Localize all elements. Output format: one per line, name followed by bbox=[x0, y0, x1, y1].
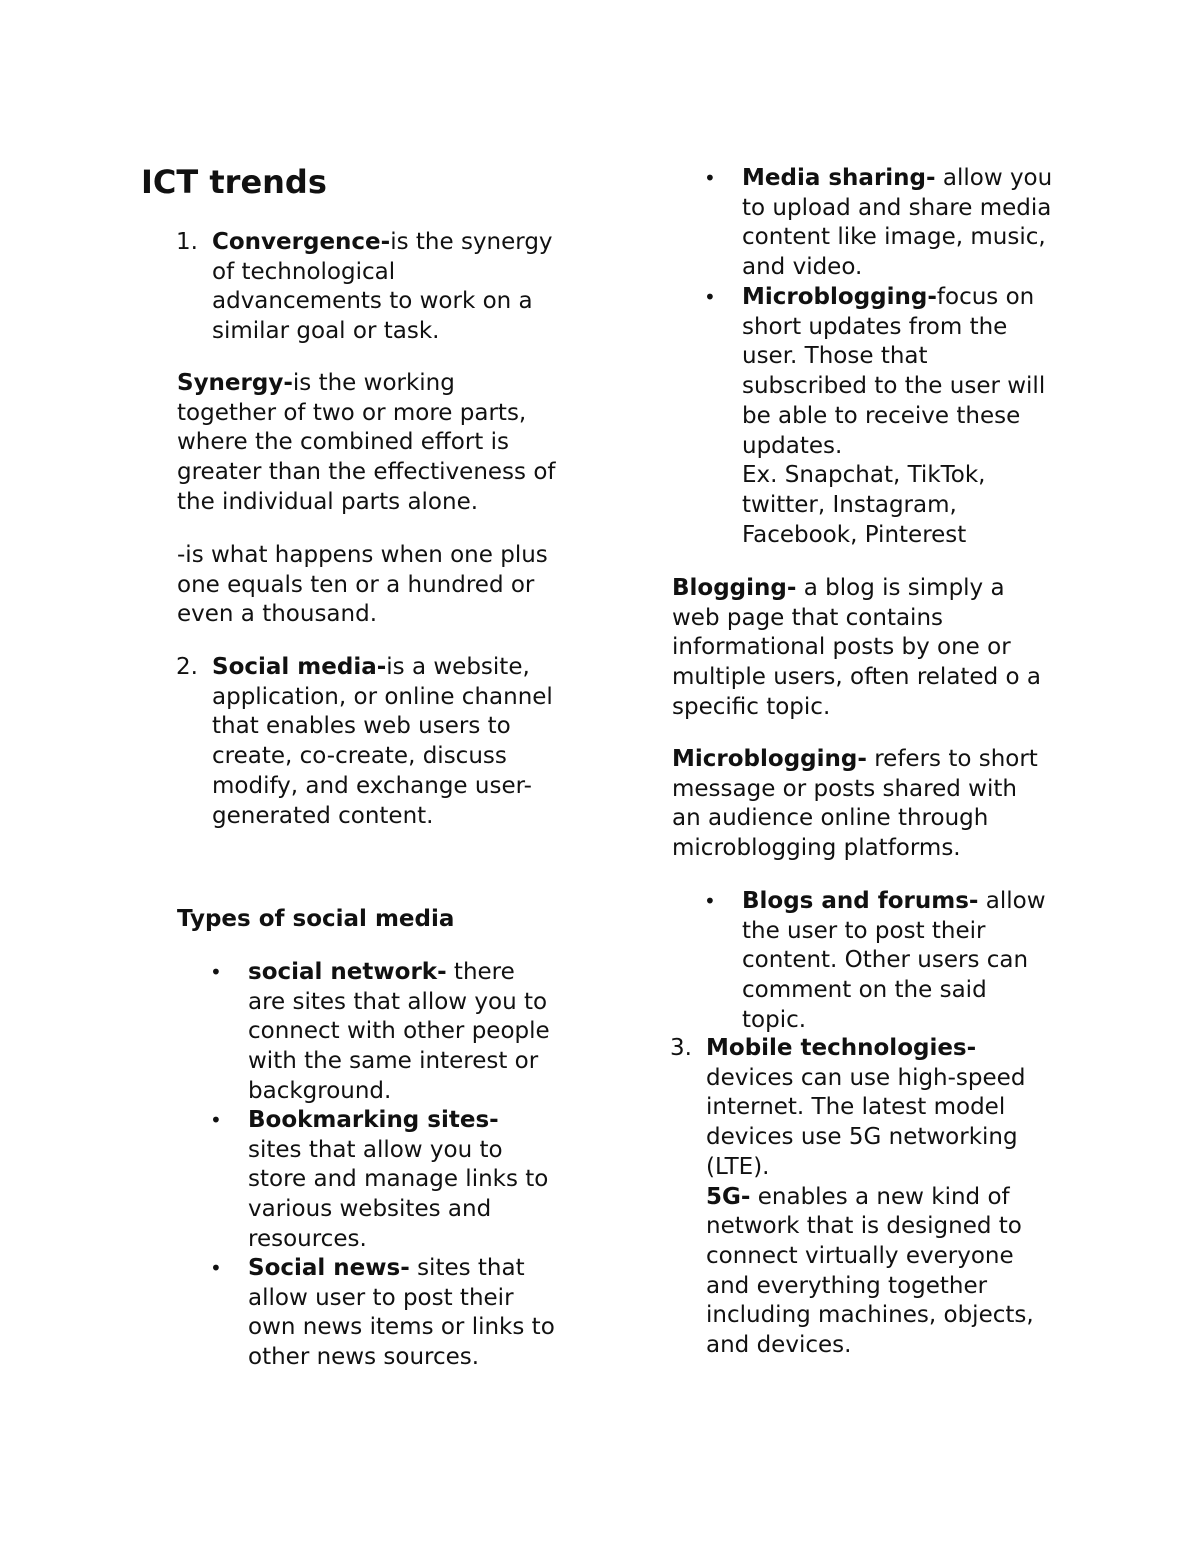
text-line: devices use 5G networking bbox=[706, 1124, 1018, 1151]
text-line: is the working bbox=[292, 370, 455, 396]
page-title: ICT trends bbox=[141, 163, 327, 201]
text-line: modify, and exchange user- bbox=[212, 772, 532, 799]
term-social-media: Social media- bbox=[212, 654, 387, 680]
text-line: allow you bbox=[935, 165, 1053, 191]
text-line: internet. The latest model bbox=[706, 1094, 1006, 1121]
term-synergy: Synergy- bbox=[177, 370, 293, 396]
text-line: a blog is simply a bbox=[796, 575, 1005, 601]
text-line: comment on the said bbox=[742, 977, 987, 1004]
text-line: short updates from the bbox=[742, 313, 1008, 340]
text-line: similar goal or task. bbox=[212, 318, 440, 345]
text-line: microblogging platforms. bbox=[672, 835, 961, 862]
text-line: connect with other people bbox=[248, 1018, 550, 1045]
text-line: Ex. Snapchat, TikTok, bbox=[742, 462, 986, 489]
text-line: (LTE). bbox=[706, 1153, 770, 1180]
text-line: topic. bbox=[742, 1006, 807, 1033]
text-line: be able to receive these bbox=[742, 402, 1021, 429]
text-line: is the synergy bbox=[390, 229, 553, 255]
text-line: even a thousand. bbox=[177, 601, 378, 628]
text-line: and devices. bbox=[706, 1332, 852, 1359]
bullet-icon: • bbox=[704, 285, 716, 309]
text-line: create, co-create, discuss bbox=[212, 743, 507, 770]
text-line: network that is designed to bbox=[706, 1213, 1022, 1240]
list-number: 2. bbox=[176, 654, 198, 680]
text-line: specific topic. bbox=[672, 693, 831, 720]
list-item-mobile-technologies bbox=[706, 1034, 1034, 1361]
text-line: allow user to post their bbox=[248, 1284, 514, 1311]
text-line: web page that contains bbox=[672, 604, 944, 631]
text-line: enables a new kind of bbox=[750, 1183, 1010, 1210]
paragraph-blogging bbox=[672, 574, 1041, 723]
text-line: application, or online channel bbox=[212, 683, 553, 710]
text-line: user. Those that bbox=[742, 343, 928, 370]
text-line: multiple users, often related o a bbox=[672, 664, 1041, 691]
text-line: advancements to work on a bbox=[212, 288, 533, 315]
text-line: subscribed to the user will bbox=[742, 373, 1046, 400]
text-line: sites that allow you to bbox=[248, 1136, 503, 1163]
text-line: devices can use high-speed bbox=[706, 1064, 1026, 1091]
text-line: including machines, objects, bbox=[706, 1302, 1034, 1329]
text-line: resources. bbox=[248, 1225, 367, 1252]
list-item-convergence bbox=[212, 228, 553, 347]
term-blogging: Blogging- bbox=[672, 575, 797, 601]
text-line: updates. bbox=[742, 432, 843, 459]
text-line: an audience online through bbox=[672, 805, 989, 832]
text-line: and everything together bbox=[706, 1272, 988, 1299]
text-line: with the same interest or bbox=[248, 1048, 539, 1075]
text-line: are sites that allow you to bbox=[248, 988, 548, 1015]
text-line: twitter, Instagram, bbox=[742, 491, 957, 518]
list-item-social-media bbox=[212, 653, 553, 831]
term-5g: 5G- bbox=[706, 1183, 751, 1210]
term-social-news: Social news- bbox=[248, 1255, 410, 1281]
text-line: -is what happens when one plus bbox=[177, 542, 548, 568]
term-media-sharing: Media sharing- bbox=[742, 165, 936, 191]
bullet-icon: • bbox=[210, 1108, 222, 1132]
text-line: generated content. bbox=[212, 802, 434, 829]
text-line: informational posts by one or bbox=[672, 634, 1011, 661]
text-line: content. Other users can bbox=[742, 947, 1029, 974]
text-line: refers to short bbox=[866, 746, 1038, 772]
text-line: own news items or links to bbox=[248, 1314, 555, 1341]
bullet-item-media-sharing bbox=[742, 164, 1052, 283]
term-social-network: social network- bbox=[248, 959, 447, 985]
bullet-item-blogs-forums bbox=[742, 887, 1046, 1036]
bullet-icon: • bbox=[704, 166, 716, 190]
list-number: 3. bbox=[670, 1035, 692, 1061]
list-number: 1. bbox=[176, 229, 198, 255]
text-line: store and manage links to bbox=[248, 1166, 549, 1193]
text-line: message or posts shared with bbox=[672, 775, 1017, 802]
text-line: where the combined effort is bbox=[177, 429, 509, 456]
text-line: the user to post their bbox=[742, 917, 986, 944]
text-line: and video. bbox=[742, 254, 863, 281]
bullet-item-social-news bbox=[248, 1254, 555, 1373]
paragraph-synergy-continued bbox=[177, 541, 548, 630]
text-line: focus on bbox=[936, 284, 1035, 310]
text-line: one equals ten or a hundred or bbox=[177, 571, 535, 598]
term-mobile-technologies: Mobile technologies- bbox=[706, 1035, 977, 1061]
text-line: that enables web users to bbox=[212, 713, 511, 740]
bullet-icon: • bbox=[704, 889, 716, 913]
text-line: connect virtually everyone bbox=[706, 1242, 1014, 1269]
bullet-item-social-network bbox=[248, 958, 550, 1107]
term-bookmarking: Bookmarking sites- bbox=[248, 1107, 499, 1133]
text-line: various websites and bbox=[248, 1196, 492, 1223]
text-line: other news sources. bbox=[248, 1344, 480, 1371]
bullet-item-microblogging bbox=[742, 283, 1045, 550]
text-line: of technological bbox=[212, 258, 396, 285]
term-blogs-forums: Blogs and forums- bbox=[742, 888, 979, 914]
text-line: allow bbox=[978, 888, 1046, 914]
paragraph-synergy bbox=[177, 369, 556, 518]
term-microblogging-def: Microblogging- bbox=[672, 746, 867, 772]
text-line: is a website, bbox=[386, 654, 530, 680]
text-line: content like image, music, bbox=[742, 224, 1046, 251]
bullet-icon: • bbox=[210, 960, 222, 984]
section-heading-types: Types of social media bbox=[177, 906, 455, 932]
paragraph-microblogging bbox=[672, 745, 1038, 864]
text-line: the individual parts alone. bbox=[177, 488, 479, 515]
text-line: Facebook, Pinterest bbox=[742, 521, 967, 548]
text-line: greater than the effectiveness of bbox=[177, 459, 556, 486]
text-line: there bbox=[446, 959, 515, 985]
text-line: to upload and share media bbox=[742, 194, 1052, 221]
term-microblogging: Microblogging- bbox=[742, 284, 937, 310]
term-convergence: Convergence- bbox=[212, 229, 391, 255]
text-line: background. bbox=[248, 1077, 392, 1104]
text-line: together of two or more parts, bbox=[177, 399, 527, 426]
bullet-item-bookmarking bbox=[248, 1106, 548, 1255]
bullet-icon: • bbox=[210, 1256, 222, 1280]
text-line: sites that bbox=[409, 1255, 525, 1281]
